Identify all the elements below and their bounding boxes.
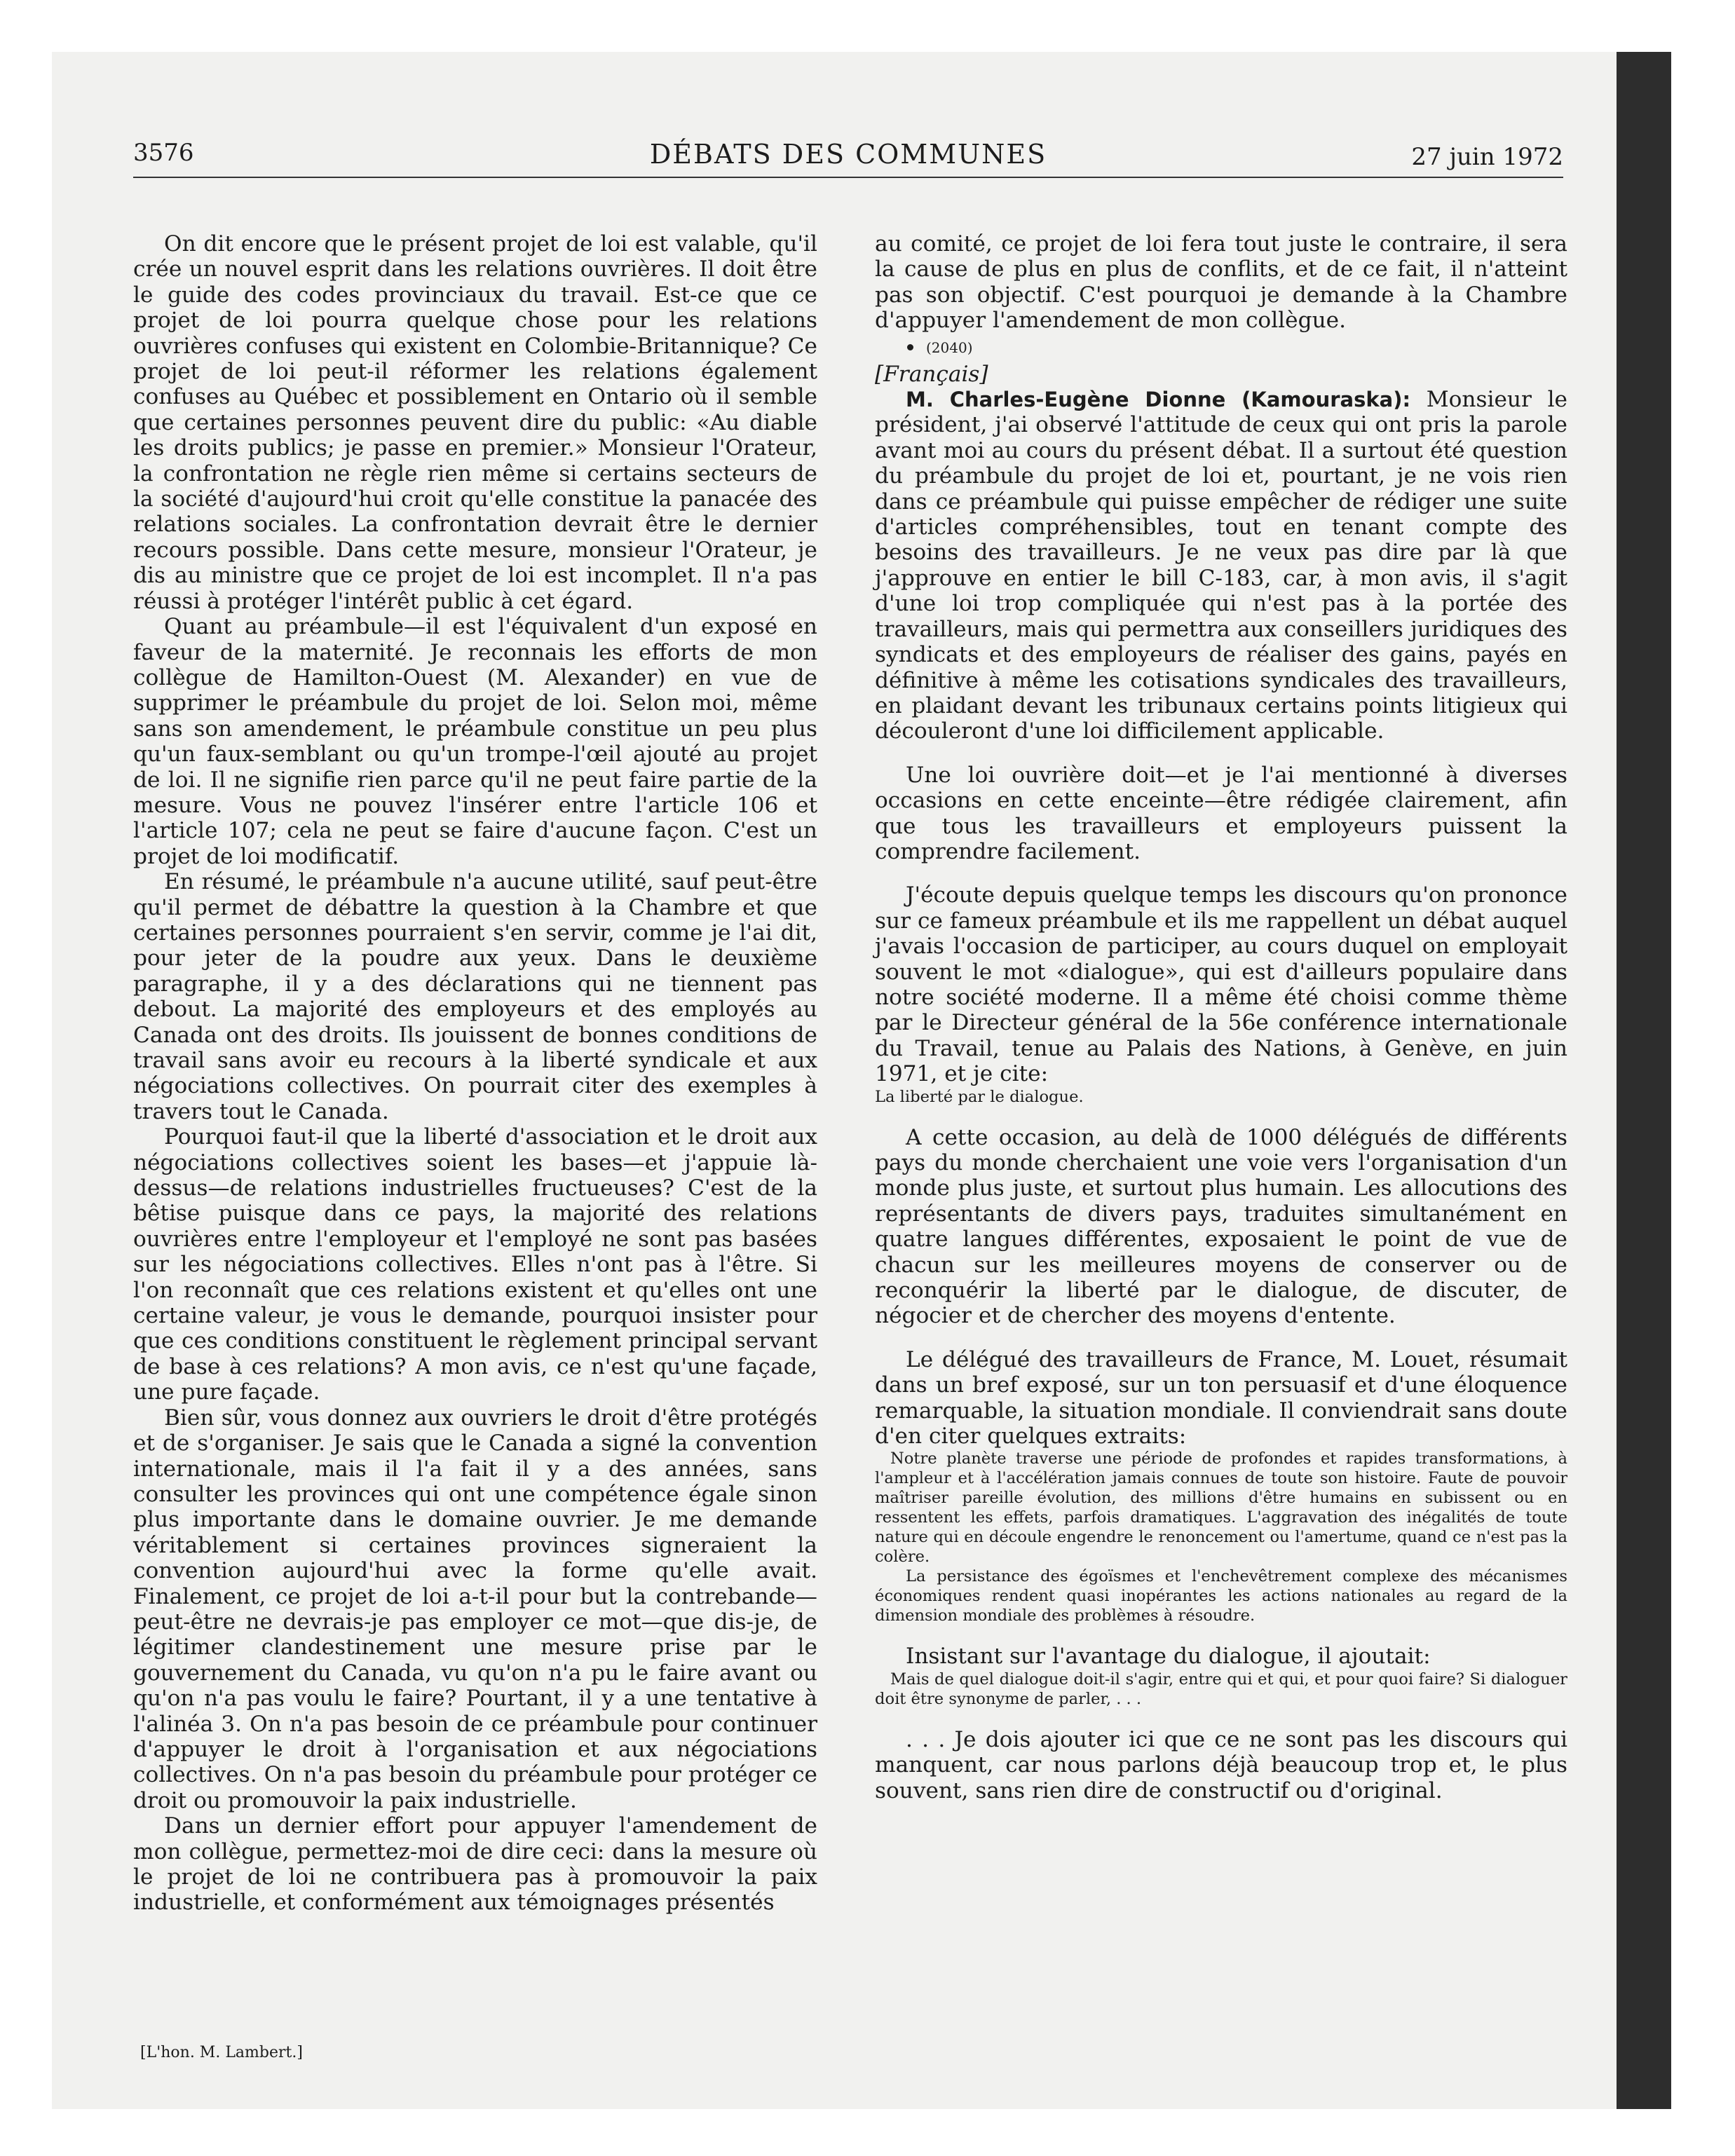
right-column xyxy=(875,231,1567,1803)
speaker-attribution: [L'hon. M. Lambert.] xyxy=(140,2044,303,2061)
speaker-name: M. Charles-Eugène Dionne (Kamouraska): xyxy=(906,388,1411,412)
paragraph: Pourquoi faut-il que la liberté d'association et le droit aux négociations collectives soient les bases—et j'appuie là-dessus—de relations industrielles fructueuses? C'est de la bêtise puisque dans ce pays, la majorité des relations ouvrières entre l'employeur et l'employé ne sont pas basées sur les négociations collectives. Elles n'ont pas à l'être. Si l'on reconnaît que ces relations existent et qu'elles ont une certaine valeur, je vous le demande, pourquoi insister pour que ces conditions constituent le règlement principal servant de base à ces relations? A mon avis, ce n'est qu'une façade, une pure façade. xyxy=(133,1124,817,1405)
paragraph: Quant au préambule—il est l'équivalent d'un exposé en faveur de la maternité. Je reconnais les efforts de mon collègue de Hamilton-Ouest (M. Alexander) en vue de supprimer le préambule du projet de loi. Selon moi, même sans son amendement, le préambule constitue un peu plus qu'un faux-semblant ou qu'un trompe-l'œil ajouté au projet de loi. Il ne signifie rien parce qu'il ne peut faire partie de la mesure. Vous ne pouvez l'insérer entre l'article 106 et l'article 107; cela ne peut se faire d'aucune façon. C'est un projet de loi modificatif. xyxy=(133,614,817,869)
paragraph: au comité, ce projet de loi fera tout juste le contraire, il sera la cause de plus en plus de conflits, et de ce fait, il n'atteint pas son objectif. C'est pourquoi je demande à la Chambre d'appuyer l'amendement de mon collègue. xyxy=(875,231,1567,334)
paragraph: Bien sûr, vous donnez aux ouvriers le droit d'être protégés et de s'organiser. Je sais que le Canada a signé la convention internationale, mais il l'a fait il y a des années, sans consulter les provinces qui ont une compétence égale sinon plus importante dans le domaine ouvrier. Je me demande véritablement si certaines provinces signeraient la convention aujourd'hui avec la forme qu'elle avait. Finalement, ce projet de loi a-t-il pour but la contrebande—peut-être ne devrais-je pas employer ce mot—que dis-je, de légitimer clandestinement une mesure prise par le gouvernement du Canada, vu qu'on n'a pu le faire avant ou qu'on n'a pas voulu le faire? Pourtant, il y a une tentative à l'alinéa 3. On n'a pas besoin de ce préambule pour continuer d'appuyer le droit à l'organisation et aux négociations collectives. On n'a pas besoin du préambule pour protéger ce droit ou promouvoir la paix industrielle. xyxy=(133,1405,817,1813)
speech-text: Monsieur le président, j'ai observé l'attitude de ceux qui ont pris la parole avant moi au cours du présent débat. Il a surtout été question du préambule du projet de loi et, pourtant, je ne vois rien dans ce préambule qui puisse empêcher de rédiger une suite d'articles compréhensibles, tout en tenant compte des besoins des travailleurs. Je ne veux pas dire par là que j'approuve en entier le bill C-183, car, à mon avis, il s'agit d'une loi trop compliquée qui n'est pas à la portée des travailleurs, mais qui permettra aux conseillers juridiques des syndicats et des employeurs de réaliser des gains, payés en définitive à même les cotisations syndicales des travailleurs, en plaidant devant les tribunaux certains points litigieux qui découleront d'une loi difficilement applicable. xyxy=(875,387,1567,744)
time-marker-text: (2040) xyxy=(926,339,973,356)
paragraph: On dit encore que le présent projet de loi est valable, qu'il crée un nouvel esprit dans les relations ouvrières. Il doit être le guide des codes provinciaux du travail. Est-ce que ce projet de loi pourra quelque chose pour les relations ouvrières confuses qui existent en Colombie-Britannique? Ce projet de loi peut-il réformer les relations également confuses au Québec et possiblement en Ontario où il semble que certaines personnes peuvent dire du public: «Au diable les droits publics; je passe en premier.» Monsieur l'Orateur, la confrontation ne règle rien même si certains secteurs de la société d'aujourd'hui croit qu'elle constitue la panacée des relations sociales. La confrontation devrait être le dernier recours possible. Dans cette mesure, monsieur l'Orateur, je dis au ministre que ce projet de loi est incomplet. Il n'a pas réussi à protéger l'intérêt public à cet égard. xyxy=(133,231,817,614)
paragraph: J'écoute depuis quelque temps les discours qu'on prononce sur ce fameux préambule et ils me rappellent un débat auquel j'avais l'occasion de participer, au cours duquel on employait souvent le mot «dialogue», qui est d'ailleurs populaire dans notre société moderne. Il a même été choisi comme thème par le Directeur général de la 56e conférence internationale du Travail, tenue au Palais des Nations, à Genève, en juin 1971, et je cite: xyxy=(875,882,1567,1087)
paragraph: Une loi ouvrière doit—et je l'ai mentionné à diverses occasions en cette enceinte—être rédigée clairement, afin que tous les travailleurs et employeurs puissent la comprendre facilement. xyxy=(875,762,1567,864)
left-column xyxy=(133,231,817,1916)
page-header xyxy=(133,139,1563,178)
paragraph: Le délégué des travailleurs de France, M. Louet, résumait dans un bref exposé, sur un ton persuasif et d'une éloquence remarquable, la situation mondiale. Il conviendrait sans doute d'en citer quelques extraits: xyxy=(875,1346,1567,1449)
bullet-dot-icon xyxy=(907,344,913,350)
block-quote: La liberté par le dialogue. xyxy=(875,1087,1084,1106)
block-quote: La persistance des égoïsmes et l'enchevêtrement complexe des mécanismes économiques rendent quasi inopérantes les actions nationales au regard de la dimension mondiale des problèmes à résoudre. xyxy=(875,1567,1567,1625)
sitting-date: 27 juin 1972 xyxy=(1411,143,1563,171)
language-tag: [Français] xyxy=(875,361,988,387)
page-number: 3576 xyxy=(133,139,194,167)
paragraph: En résumé, le préambule n'a aucune utilité, sauf peut-être qu'il permet de débattre la question à la Chambre et que certaines personnes pourraient s'en servir, comme je l'ai dit, pour jeter de la poudre aux yeux. Dans le deuxième paragraphe, il y a des déclarations qui ne tiennent pas debout. La majorité des employeurs et des employés au Canada ont des droits. Ils jouissent de bonnes conditions de travail sans avoir eu recours à la liberté syndicale et aux négociations collectives. On pourrait citer des exemples à travers tout le Canada. xyxy=(133,869,817,1124)
paragraph: Insistant sur l'avantage du dialogue, il ajoutait: xyxy=(906,1644,1431,1670)
paragraph: Dans un dernier effort pour appuyer l'amendement de mon collègue, permettez-moi de dire ceci: dans la mesure où le projet de loi ne contribuera pas à promouvoir la paix industrielle, et conformément aux témoignages présentés xyxy=(133,1813,817,1916)
journal-title: DÉBATS DES COMMUNES xyxy=(649,139,1047,170)
time-marker xyxy=(875,334,1567,362)
block-quote: Notre planète traverse une période de profondes et rapides transformations, à l'ampleur et à l'accélération jamais connues de toute son histoire. Faute de pouvoir maîtriser pareille évolution, des millions d'être humains en subissent ou en ressentent les effets, parfois dramatiques. L'aggravation des inégalités de toute nature qui en découle engendre le renoncement ou l'amertume, quand ce n'est pas la colère. xyxy=(875,1449,1567,1567)
paragraph: A cette occasion, au delà de 1000 délégués de différents pays du monde cherchaient une voie vers l'organisation d'un monde plus juste, et surtout plus humain. Les allocutions des représentants de divers pays, traduites simultanément en quatre langues différentes, exposaient le point de vue de chacun sur les meilleures moyens de conserver ou de reconquérir la liberté par le dialogue, de discuter, de négocier et de chercher des moyens d'entente. xyxy=(875,1124,1567,1329)
scan-edge-shadow xyxy=(1617,52,1671,2109)
speech-opening xyxy=(875,387,1567,744)
block-quote: Mais de quel dialogue doit-il s'agir, entre qui et qui, et pour quoi faire? Si dialoguer doit être synonyme de parler, . . . xyxy=(875,1670,1567,1708)
paragraph: . . . Je dois ajouter ici que ce ne sont pas les discours qui manquent, car nous parlons déjà beaucoup trop et, le plus souvent, sans rien dire de constructif ou d'original. xyxy=(875,1726,1567,1803)
